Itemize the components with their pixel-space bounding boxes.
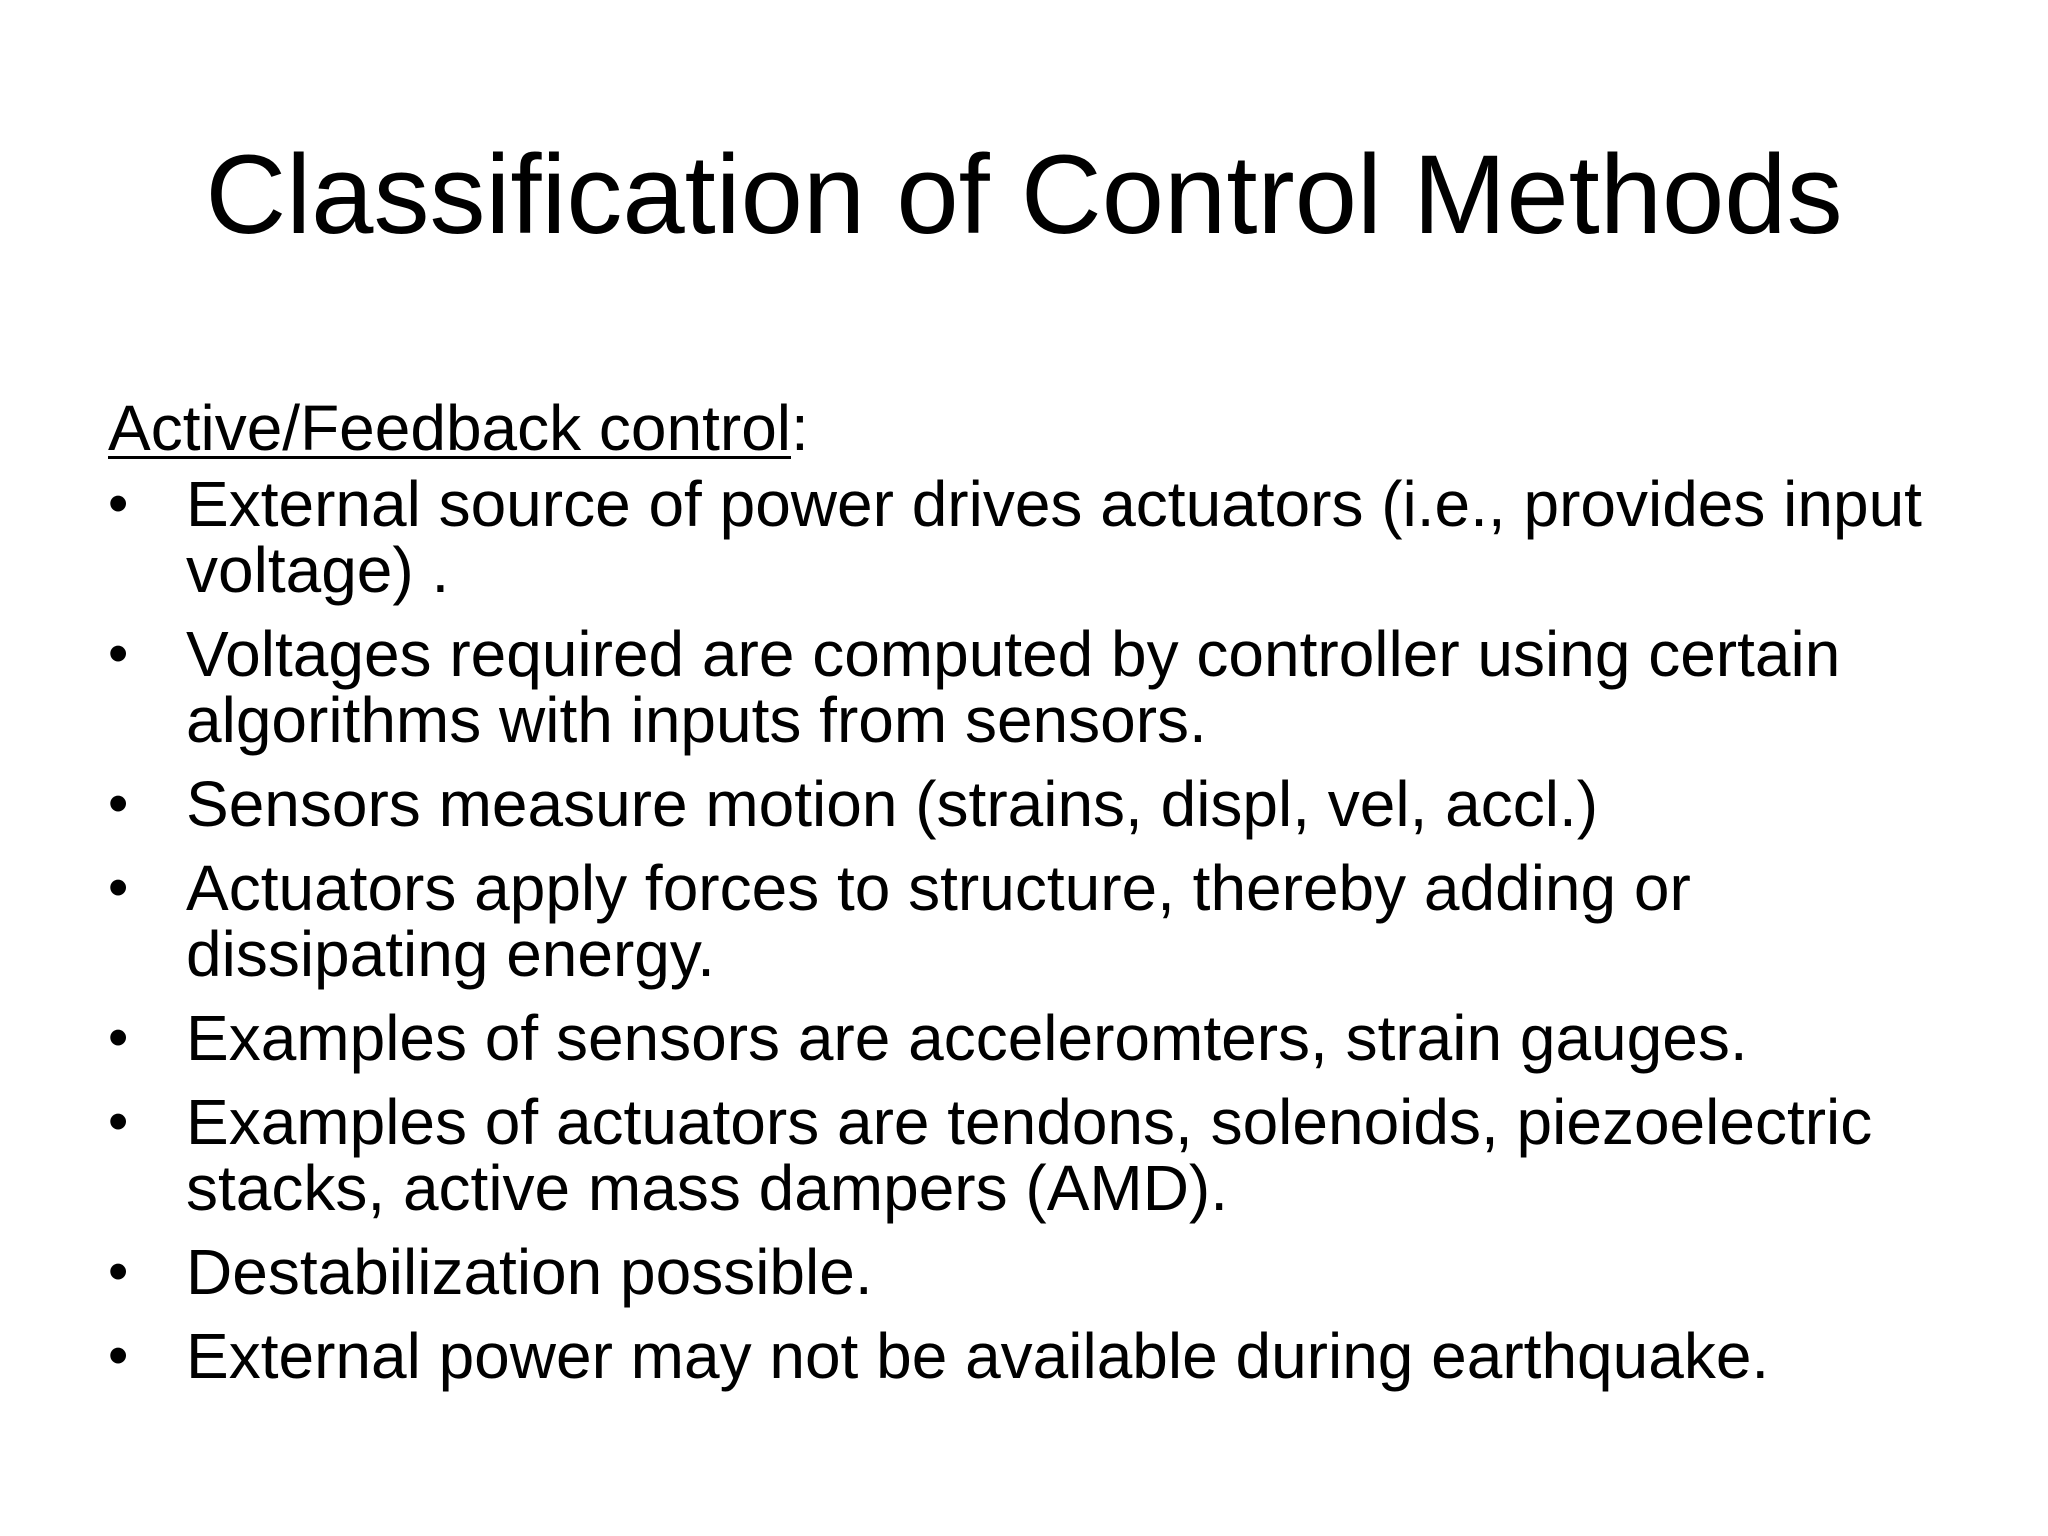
bullet-dot: • xyxy=(108,1089,129,1154)
bullet-text: Voltages required are computed by controller using certain algorithms with inputs from sensors. xyxy=(186,618,1841,756)
section-heading xyxy=(108,392,1968,464)
bullet-dot: • xyxy=(108,471,129,536)
bullet-text: Destabilization possible. xyxy=(186,1236,873,1308)
bullet-dot: • xyxy=(108,1005,129,1070)
bullet-text: Examples of actuators are tendons, solenoids, piezoelectric stacks, active mass dampers (AMD). xyxy=(186,1086,1873,1224)
slide-title: Classification of Control Methods xyxy=(205,132,1843,257)
bullet-dot: • xyxy=(108,1323,129,1388)
bullet-list xyxy=(108,468,1968,1392)
bullet-text: External source of power drives actuators (i.e., provides input voltage) . xyxy=(186,468,1922,606)
bullet-dot: • xyxy=(108,771,129,836)
bullet-dot: • xyxy=(108,1239,129,1304)
slide-content xyxy=(108,392,1968,1407)
section-heading-text: Active/Feedback control xyxy=(108,392,791,464)
bullet-text: Examples of sensors are acceleromters, strain gauges. xyxy=(186,1002,1748,1074)
bullet-item xyxy=(108,1320,1968,1392)
bullet-item xyxy=(108,468,1968,606)
bullet-text: External power may not be available during earthquake. xyxy=(186,1320,1770,1392)
bullet-item xyxy=(108,1236,1968,1308)
section-heading-colon: : xyxy=(791,392,809,464)
bullet-item xyxy=(108,852,1968,990)
bullet-item xyxy=(108,618,1968,756)
bullet-item xyxy=(108,1002,1968,1074)
bullet-dot: • xyxy=(108,855,129,920)
bullet-item xyxy=(108,1086,1968,1224)
bullet-dot: • xyxy=(108,621,129,686)
bullet-text: Sensors measure motion (strains, displ, vel, accl.) xyxy=(186,768,1599,840)
bullet-item xyxy=(108,768,1968,840)
bullet-text: Actuators apply forces to structure, thereby adding or dissipating energy. xyxy=(186,852,1691,990)
